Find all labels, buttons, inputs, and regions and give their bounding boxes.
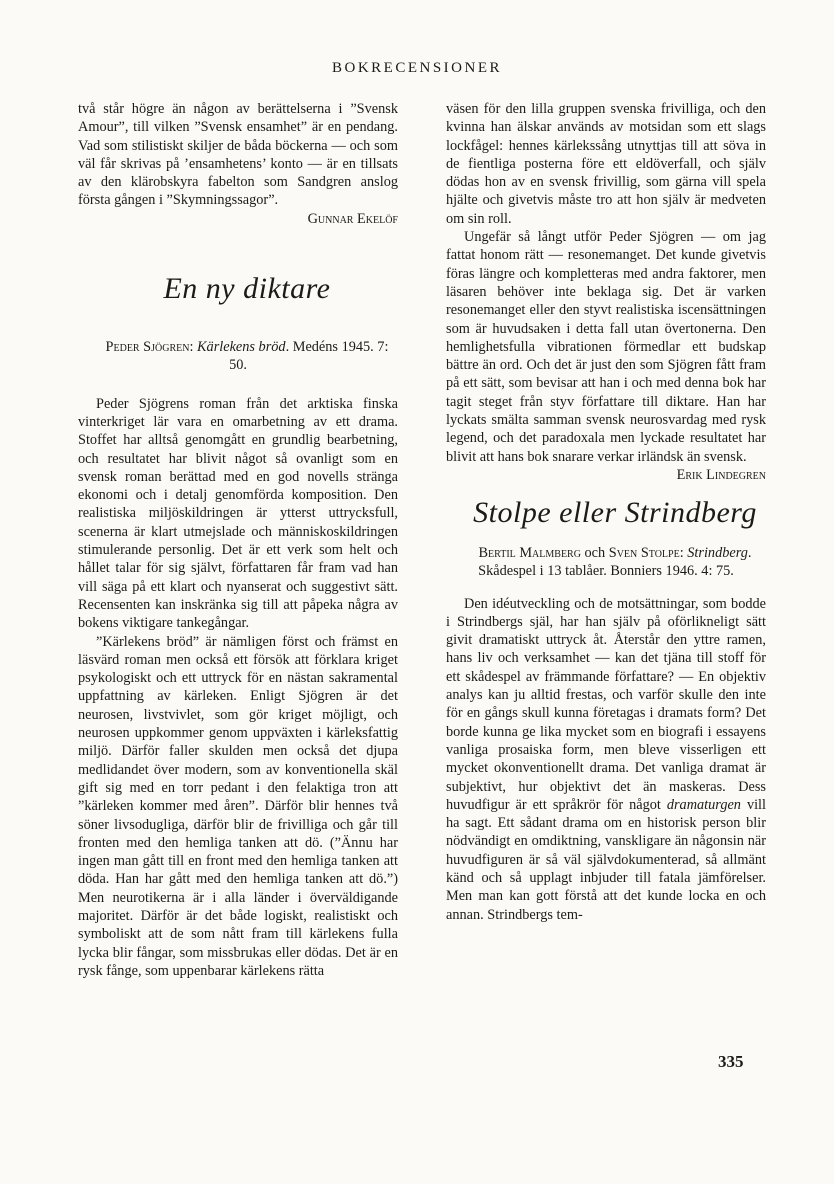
byline-author-1: Bertil Malmberg	[478, 544, 581, 561]
byline-publication: . Skådespel i 13 tablåer. Bonniers 1946. 4: 75.	[478, 544, 752, 580]
right-column	[446, 100, 766, 924]
essay-title-en-ny-diktare: En ny diktare	[163, 272, 331, 306]
paragraph-text: Ungefär så långt utför Peder Sjögren — om jag fattat honom rätt — resonemanget. Det kunde givetvis föras längre och kompletteras med andra faktorer, men läsaren behöver inte beklaga sig. Det är varken resonemanget eller den styvt realistiska iscensättningen som är huvudsaken i detta fall utan övertonerna. Den hemlighetsfulla vibrationen förmedlar ett budskap bättre än ord. Och det är just den som Sjögren fått fram på ett sätt, som bevisar att han i och med denna bok har tagit steget från styv författare till diktare. Han har lyckats smälta samman svensk neurosvardag med rysk legend, och det paradoxala men lyckade resultatet har blivit att hans bok snarare verkar irländsk än svensk.	[446, 229, 766, 465]
byline-book-title: Kärlekens bröd	[197, 339, 286, 356]
byline-publication: . Medéns 1945. 7: 50.	[229, 339, 389, 374]
byline-author-2: Sven Stolpe	[608, 544, 680, 561]
byline-book-title: Strindberg	[687, 544, 748, 561]
paragraph: väsen för den lilla gruppen svenska frivilliga, och den kvinna han älskar används av motsidan som ett slags lockfågel: hennes kärlekssång utnyttjas till att söva in de fientliga posterna före ett eldöverfall, och själv dödas hon av en svensk frivillig, som gärna vill spela hjälte och givetvis måste tro att hon själv är medveten om sin roll.	[446, 101, 766, 227]
paragraph: ”Kärlekens bröd” är nämligen först och främst en läsvärd roman men också ett försök att förklara kriget psykologiskt och ett uttryck för en nästan sakramental uppfattning av kärleken. Enligt Sjögren är det neurosen, livstvivlet, som gör kriget möjligt, och neurosen uppkommer genom uppväxten i kärleksfattig miljö. Därför faller skulden men också det djupa medlidandet över modern, som av konventionella skäl gift sig med en torr pedant i den felaktiga tron att ”kärleken kommer med åren”. Därför blir hennes två söner livsodugliga, därför blir de frivilliga och går till fronten med den hemliga tanken att dö. (”Ännu har ingen man gått till en front med den hemliga tanken att döda. Han har gått med den hemliga tanken att dö.”) Men neurotikerna är i alla länder i överväldigande majoritet. Därför är det både logiskt, realistiskt och symboliskt att de som nått fram till kärlekens fulla lycka blir fångar, som missbrukas eller dödas. Det är en rysk fånge, som uppenbarar kärlekens rätta	[78, 633, 398, 979]
byline-and: och	[580, 544, 609, 561]
running-head: BOKRECENSIONER	[331, 60, 502, 76]
signature-lindegren: Erik Lindegren	[676, 466, 766, 483]
essay-title-stolpe-eller-strindberg: Stolpe eller Strindberg	[473, 495, 757, 529]
byline-author: Peder Sjögren	[105, 339, 190, 356]
byline-malmberg-stolpe	[446, 544, 766, 581]
signature-ekelof: Gunnar Ekelöf	[307, 210, 398, 227]
paragraph-text-end: vill ha sagt. Ett sådant drama om en historisk person blir nödvändigt en omdiktning, vanskligare än någonsin när huvudfiguren är så väl självdokumenterad, så allmänt känd och så upplagt inbjuder till fatala jämförelser. Men man kan gott förstå att det kunde locka en och annan. Strindbergs tem-	[446, 796, 767, 923]
paragraph: Peder Sjögrens roman från det arktiska finska vinterkriget lär vara en omarbetning av ett drama. Stoffet har alltså genomgått en grundlig bearbetning, och resultatet har blivit något så ovanligt som en svensk roman berättad med en god novells stränga ekonomi och i detalj genomförda komposition. Den realistiska miljöskildringen är ytterst uttrycksfull, scenerna är klart utmejslade och människoskildringen stimulerande personlig. Det är ett verk som helt och hållet talar för sig självt, författaren får fram vad han vill säga på ett klart och nyanserat och suggestivt sätt. Recensenten kan inskränka sig till att påpeka några av bokens viktigare tankegångar.	[78, 395, 398, 632]
byline-separator: :	[189, 339, 198, 356]
page-number: 335	[718, 1052, 744, 1071]
byline-sjogren	[78, 338, 398, 375]
italic-term: dramaturgen	[666, 796, 741, 813]
paragraph	[446, 595, 766, 924]
left-column	[78, 100, 398, 980]
byline-separator: :	[679, 544, 688, 561]
paragraph-text: Den idéutveckling och de motsättningar, som bodde i Strindbergs själ, har han själv på oförlikneligt sätt givit dramatiskt uttryck åt. Återstår den yttre ramen, hans liv och verksamhet — kan det tjäna till stoff för ett skådespel av främmande författare? — En objektiv analys kan ju alltid frestas, och varför skulle den inte för en gångs skull kunna företagas i dramats form? Det borde kunna ge lika mycket som en biografi i essayens vanliga prosaiska form, men bleve visserligen ett mycket okonventionellt drama. Det vanliga dramat är subjektivt, hur objektivt det än maskeras. Dess huvudfigur är ett språkrör för något	[446, 595, 766, 813]
review-continuation: två står högre än någon av berättelserna i ”Svensk Amour”, till vilken ”Svensk ensamhet” är en pendang. Vad som stilistiskt skiljer de båda böckerna — och som väl får skrivas på ’ensamhetens’ konto — är en tillsats av den klärobskyra fabelton som Sandgren anslog första gången i ”Skymningssagor”.	[78, 101, 398, 209]
paragraph	[446, 228, 766, 483]
